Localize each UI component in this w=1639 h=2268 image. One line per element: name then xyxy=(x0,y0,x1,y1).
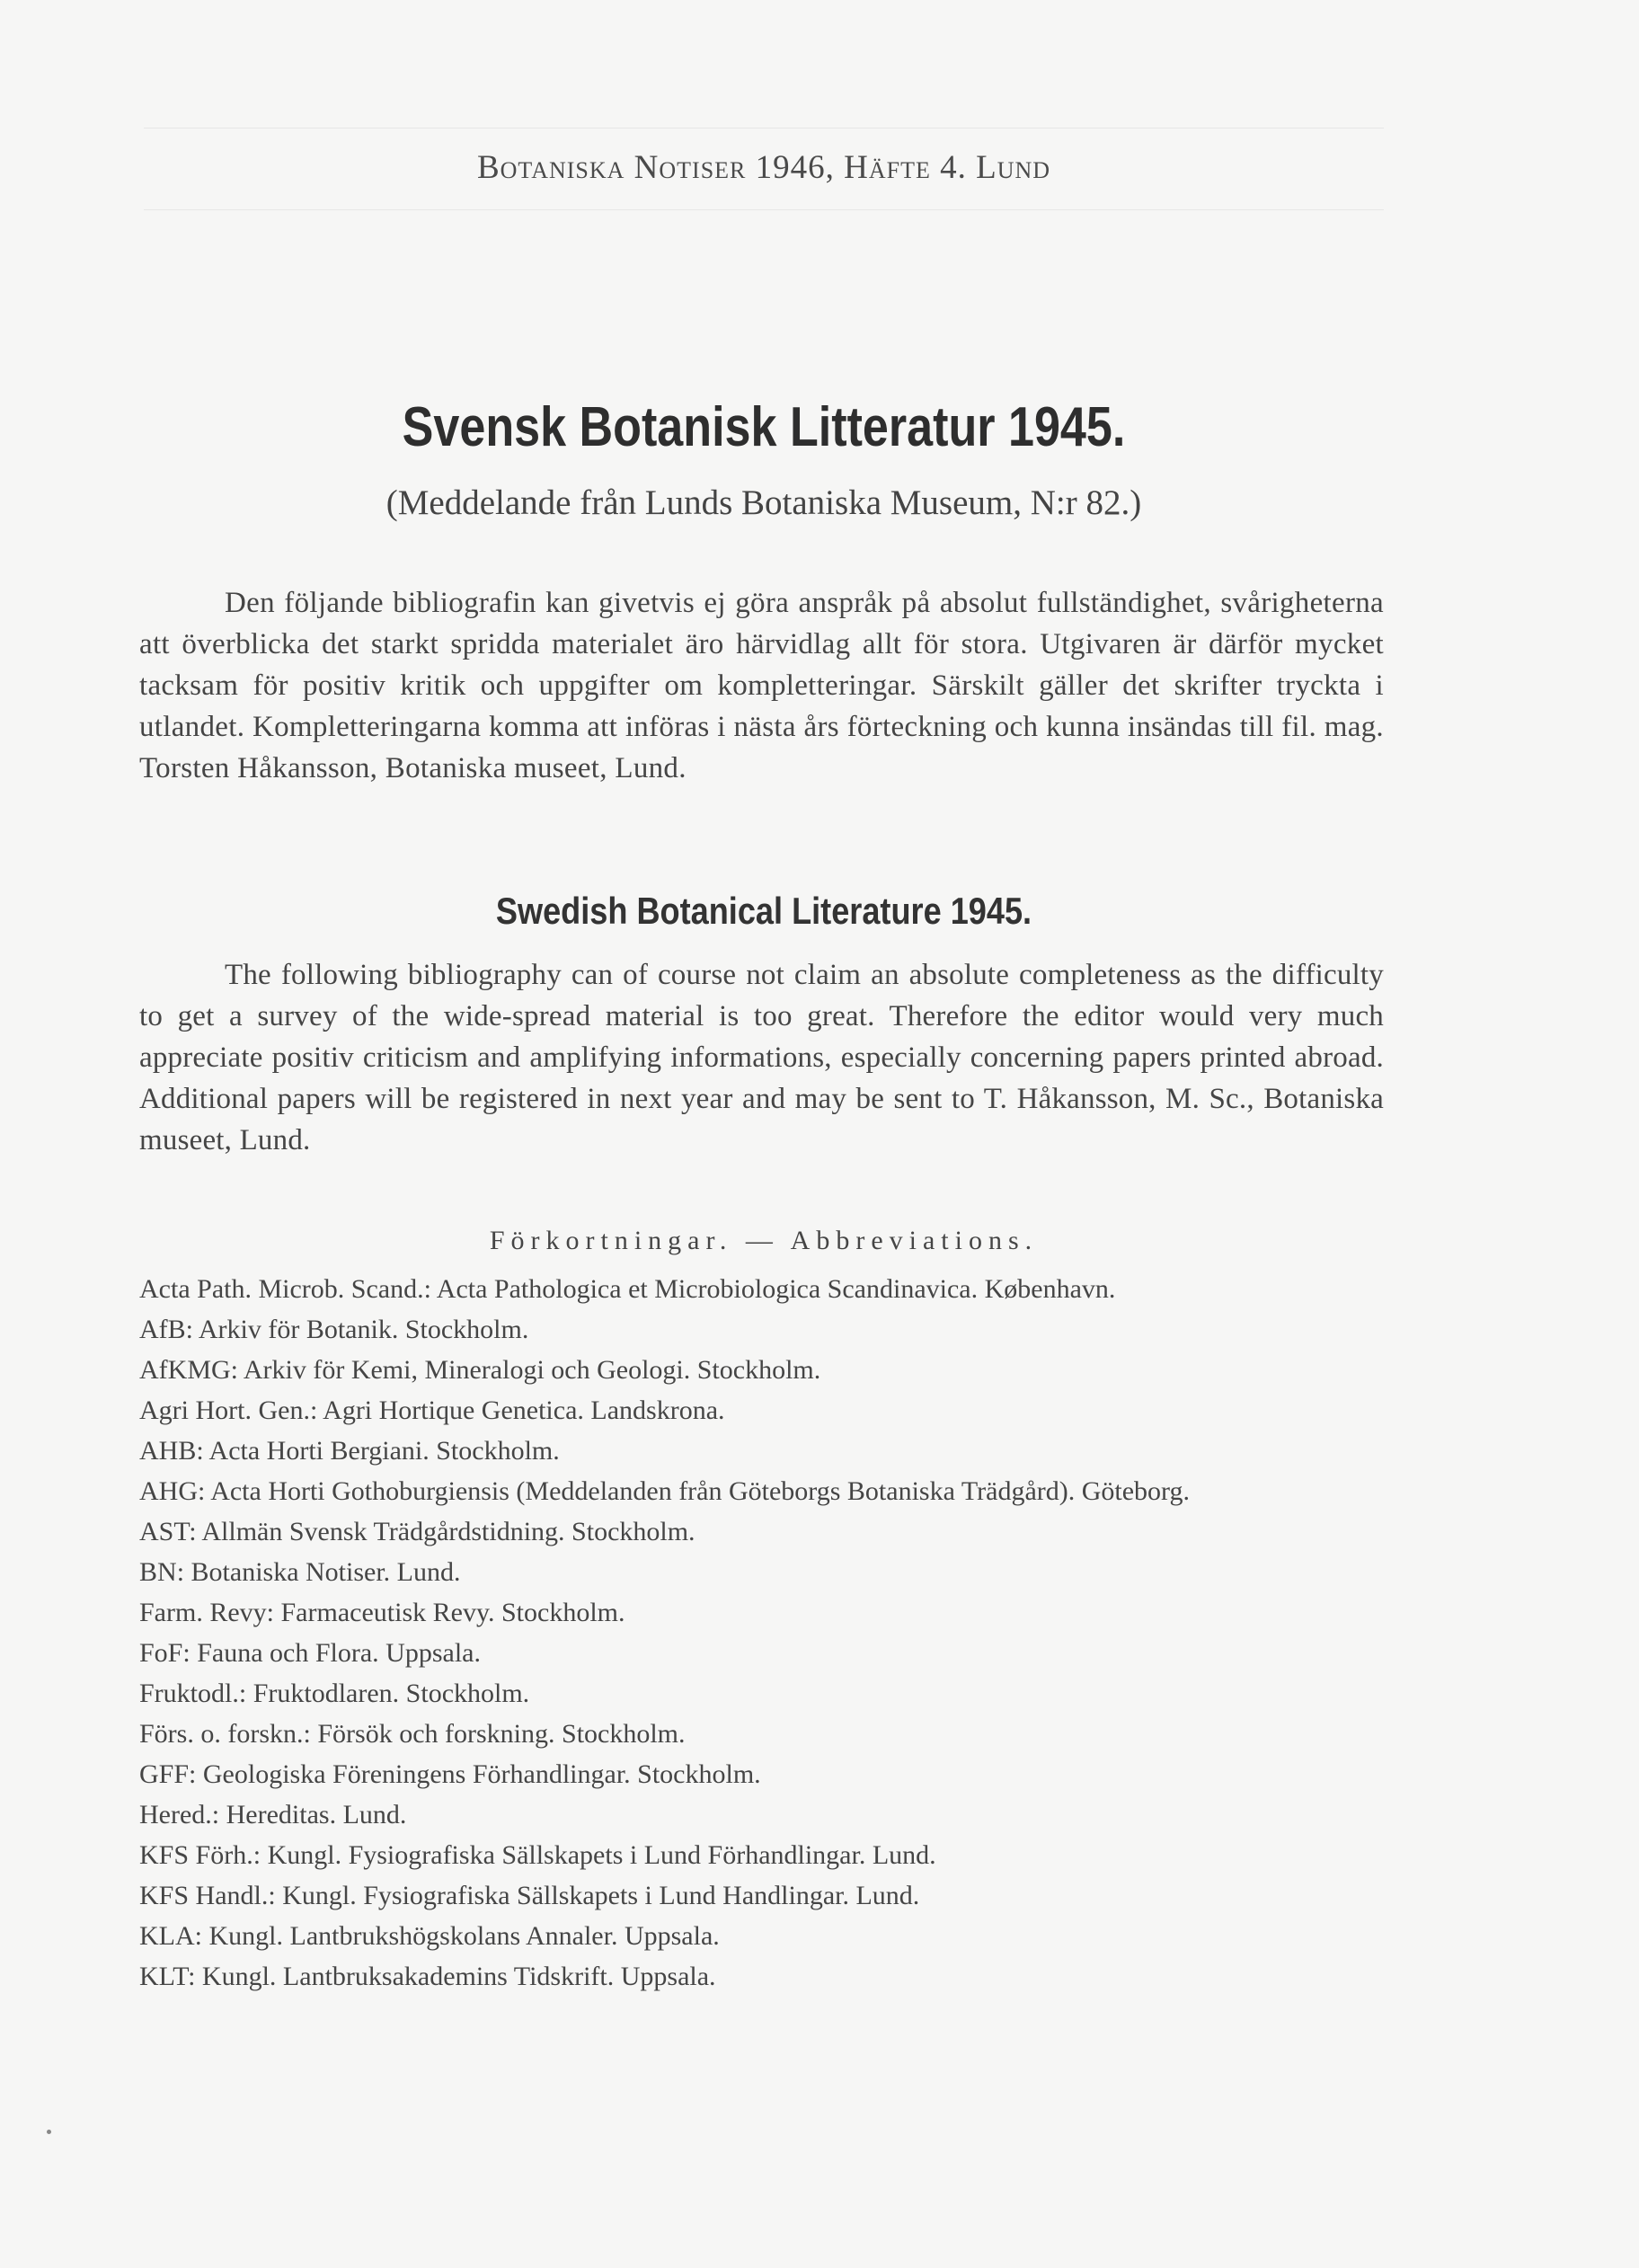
abbreviation-expansion: Farmaceutisk Revy. Stockholm. xyxy=(280,1598,625,1627)
page-title: Svensk Botanisk Litteratur 1945. xyxy=(402,396,1126,458)
abbreviation-key: AHG : xyxy=(139,1476,210,1506)
abbreviation-expansion: Fauna och Flora. Uppsala. xyxy=(197,1638,481,1668)
abbreviation-key: AfKMG : xyxy=(139,1355,244,1385)
running-head: Botaniska Notiser 1946, Häfte 4. Lund xyxy=(476,149,1051,186)
abbreviation-key: FoF : xyxy=(139,1638,197,1668)
abbreviation-key: Acta Path. Microb. Scand. : xyxy=(139,1274,437,1304)
abbreviation-key: AfB : xyxy=(139,1315,199,1344)
abbreviation-entry xyxy=(139,1592,1384,1633)
abbreviation-expansion: Kungl. Fysiografiska Sällskapets i Lund Förhandlingar. Lund. xyxy=(267,1840,936,1870)
abbreviation-key: AST : xyxy=(139,1517,201,1546)
header-rule xyxy=(144,209,1384,210)
abbreviation-key: Förs. o. forskn. : xyxy=(139,1719,317,1749)
abbreviation-entry xyxy=(139,1511,1384,1552)
abbreviation-expansion: Acta Pathologica et Microbiologica Scandinavica. København. xyxy=(436,1274,1116,1304)
abbreviation-key: AHB : xyxy=(139,1436,209,1466)
abbreviation-expansion: Acta Horti Gothoburgiensis (Meddelanden från Göteborgs Botaniska Trädgård). Göteborg. xyxy=(210,1476,1191,1506)
abbreviation-expansion: Kungl. Fysiografiska Sällskapets i Lund Handlingar. Lund. xyxy=(282,1881,920,1910)
abbreviation-entry xyxy=(139,1916,1384,1956)
abbreviation-expansion: Försök och forskning. Stockholm. xyxy=(317,1719,686,1749)
abbreviation-expansion: Kungl. Lantbrukshögskolans Annaler. Uppsala. xyxy=(208,1921,720,1951)
abbreviation-key: KFS Förh. : xyxy=(139,1840,268,1870)
abbreviation-entry xyxy=(139,1471,1384,1511)
abbreviation-expansion: Arkiv för Kemi, Mineralogi och Geologi. Stockholm. xyxy=(243,1355,821,1385)
abbreviation-entry xyxy=(139,1309,1384,1350)
abbreviation-expansion: Kungl. Lantbruksakademins Tidskrift. Uppsala. xyxy=(201,1962,716,1991)
abbreviation-key: KLT : xyxy=(139,1962,202,1991)
abbreviation-expansion: Fruktodlaren. Stockholm. xyxy=(252,1679,530,1708)
page-speck xyxy=(47,2130,51,2134)
abbreviation-key: KLA : xyxy=(139,1921,209,1951)
abbreviation-entry xyxy=(139,1714,1384,1754)
abbreviation-entry xyxy=(139,1956,1384,1997)
abbreviation-entry xyxy=(139,1350,1384,1390)
abbreviation-key: BN : xyxy=(139,1557,191,1587)
abbreviation-expansion: Agri Hortique Genetica. Landskrona. xyxy=(323,1395,725,1425)
abbreviation-entry xyxy=(139,1754,1384,1794)
abbreviations-heading: Förkortningar. — Abbreviations. xyxy=(489,1226,1039,1255)
abbreviation-key: GFF : xyxy=(139,1759,203,1789)
abbreviation-entry xyxy=(139,1835,1384,1875)
abbreviation-key: Agri Hort. Gen. : xyxy=(139,1395,323,1425)
abbreviation-entry xyxy=(139,1552,1384,1592)
swedish-paragraph: Den följande bibliografin kan givetvis ej göra anspråk på absolut fullständighet, svårigheterna att överblicka det starkt spridda materialet äro härvidlag allt för stora. Utgivaren är därför mycket tacksam för positiv kritik och uppgifter om kompletteringar. Särskilt gäller det skrifter tryckta i utlandet. Kompletteringarna komma att införas i nästa års förteckning och kunna insändas till fil. mag. Torsten Håkansson, Botaniska museet, Lund. xyxy=(139,587,1384,784)
abbreviation-expansion: Acta Horti Bergiani. Stockholm. xyxy=(208,1436,560,1466)
abbreviations-list xyxy=(139,1269,1384,1997)
page-subtitle: (Meddelande från Lunds Botaniska Museum, N:r 82.) xyxy=(385,483,1142,522)
abbreviation-expansion: Geologiska Föreningens Förhandlingar. Stockholm. xyxy=(202,1759,761,1789)
abbreviation-expansion: Arkiv för Botanik. Stockholm. xyxy=(198,1315,529,1344)
abbreviation-entry xyxy=(139,1794,1384,1835)
abbreviation-expansion: Hereditas. Lund. xyxy=(226,1800,407,1829)
abbreviation-entry xyxy=(139,1875,1384,1916)
abbreviation-key: Farm. Revy : xyxy=(139,1598,281,1627)
abbreviation-entry xyxy=(139,1633,1384,1673)
english-paragraph: The following bibliography can of course not claim an absolute completeness as the difficulty to get a survey of the wide-spread material is too great. Therefore the editor would very much appreciate positiv criticism and amplifying informations, especially concerning papers printed abroad. Additional papers will be registered in next year and may be sent to T. Håkansson, M. Sc., Botaniska museet, Lund. xyxy=(139,959,1384,1156)
abbreviation-key: Fruktodl. : xyxy=(139,1679,253,1708)
abbreviation-key: Hered. : xyxy=(139,1800,226,1829)
abbreviation-entry xyxy=(139,1269,1384,1309)
abbreviation-entry xyxy=(139,1431,1384,1471)
abbreviation-entry xyxy=(139,1673,1384,1714)
abbreviation-key: KFS Handl. : xyxy=(139,1881,282,1910)
abbreviation-expansion: Botaniska Notiser. Lund. xyxy=(190,1557,461,1587)
english-heading: Swedish Botanical Literature 1945. xyxy=(495,890,1032,932)
abbreviation-expansion: Allmän Svensk Trädgårdstidning. Stockholm. xyxy=(201,1517,695,1546)
abbreviation-entry xyxy=(139,1390,1384,1431)
